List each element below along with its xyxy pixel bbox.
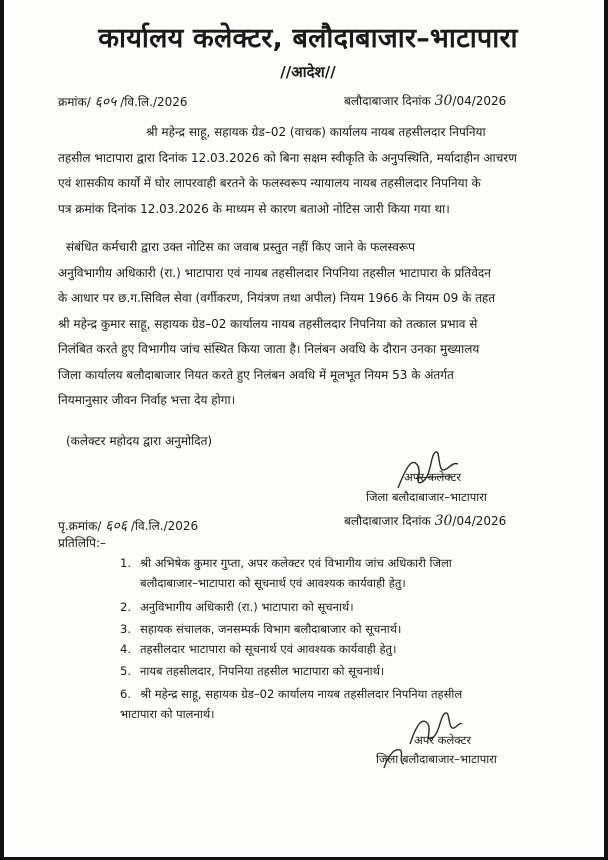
endorsement-number: पृ.क्रमांक/ ६०६ /वि.लि./2026	[58, 518, 199, 534]
copy-label: प्रतिलिपि:–	[58, 536, 106, 550]
para2-line: श्री महेन्द्र कुमार साहू, सहायक ग्रेड–02 कार्यालय नायब तहसीलदार निपनिया को तत्काल प्रभाव से	[58, 316, 478, 331]
signature1-office: जिला बलौदाबाजार–भाटापारा	[366, 490, 487, 504]
paragraph-1	[58, 120, 538, 222]
order-number-handwritten: ६०५	[94, 94, 117, 110]
list-item: 6. श्री महेन्द्र साहू, सहायक ग्रेड–02 कार्यालय नायब तहसीलदार निपनिया तहसील भाटापारा को पालनार्थ।	[120, 687, 463, 721]
list-item: 4. तहसीलदार भाटापारा को सूचनार्थ एवं आवश्यक कार्यवाही हेतु।	[120, 642, 397, 656]
order-title: //आदेश//	[280, 63, 336, 81]
para1-line: श्री महेन्द्र साहू, सहायक ग्रेड–02 (वाचक) कार्यालय नायब तहसीलदार निपनिया	[146, 125, 486, 139]
signature2-designation: अपर कलेक्टर	[414, 733, 472, 747]
para2-line: अनुविभागीय अधिकारी (रा.) भाटापारा एवं नायब तहसीलदार निपनिया तहसील भाटापारा के प्रतिवेदन	[58, 265, 491, 280]
para2-line: संबंधित कर्मचारी द्वारा उक्त नोटिस का जवाब प्रस्तुत नहीं किए जाने के फलस्वरूप	[66, 240, 416, 254]
para1-line: तहसील भाटापारा द्वारा दिनांक 12.03.2026 को बिना सक्षम स्वीकृति के अनुपस्थिति, मर्यादाहीन आचरण	[58, 150, 517, 165]
para2-line: नियमानुसार जीवन निर्वाह भत्ता देय होगा।	[58, 393, 236, 407]
order-date-day-handwritten: 30	[434, 93, 453, 109]
para1-line: पत्र क्रमांक दिनांक 12.03.2026 के माध्यम से कारण बताओ नोटिस जारी किया गया था।	[58, 201, 450, 216]
list-item: 5. नायब तहसीलदार, निपनिया तहसील भाटापारा को सूचनार्थ।	[120, 664, 385, 678]
order-date: बलौदाबाजार दिनांक 30/04/2026	[344, 93, 507, 109]
endorsement-date: बलौदाबाजार दिनांक 30/04/2026	[344, 513, 507, 529]
approval-note: (कलेक्टर महोदय द्वारा अनुमोदित)	[66, 434, 213, 448]
para2-line: के आधार पर छ.ग.सिविल सेवा (वर्गीकरण, नियंत्रण तथा अपील) नियम 1966 के नियम 09 के तहत	[58, 291, 496, 305]
signature2-office: जिला बलौदाबाजार–भाटापारा	[376, 752, 497, 766]
signature1-designation: अपर कलेक्टर	[404, 470, 462, 484]
endorsement-number-handwritten: ६०६	[105, 518, 128, 534]
endorsement-date-day-handwritten: 30	[434, 513, 453, 529]
list-item: 2. अनुविभागीय अधिकारी (रा.) भाटापारा को सूचनार्थ।	[120, 600, 354, 614]
office-title: कार्यालय कलेक्टर, बलौदाबाजार–भाटापारा	[98, 23, 518, 54]
para1-line: एवं शासकीय कार्यों में घोर लापरवाही बरतने के फलस्वरूप न्यायालय नायब तहसीलदार निपनिया के	[58, 176, 481, 190]
para2-line: जिला कार्यालय बलौदाबाजार नियत करते हुए निलंबन अवधि में मूलभूत नियम 53 के अंतर्गत	[58, 367, 454, 382]
paragraph-2	[58, 235, 538, 414]
para2-line: निलंबित करते हुए विभागीय जांच संस्थित किया जाता है। निलंबन अवधि के दौरान उनका मुख्यालय	[58, 342, 480, 356]
order-number: क्रमांक/ ६०५ /वि.लि./2026	[58, 94, 188, 110]
list-item: 1. श्री अभिषेक कुमार गुप्ता, अपर कलेक्टर एवं विभागीय जांच अधिकारी जिला बलौदाबाजार–भाटापारा को सूचनार्थ एवं आवश्यक कार्यवाही हेतु।	[120, 556, 452, 590]
list-item: 3. सहायक संचालक, जनसम्पर्क विभाग बलौदाबाजार को सूचनार्थ।	[120, 622, 402, 636]
